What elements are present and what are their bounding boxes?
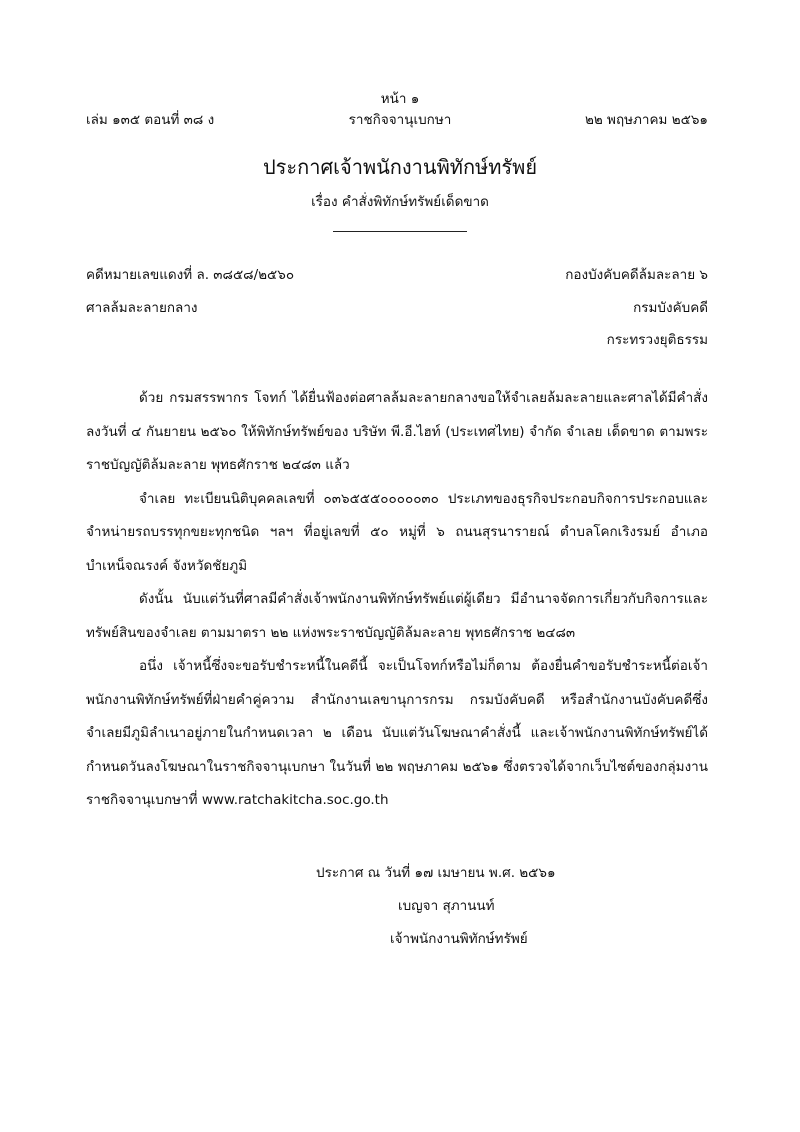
ministry-name: กระทรวงยุติธรรม (606, 332, 708, 348)
body-paragraph-defendant: จำเลย ทะเบียนนิติบุคคลเลขที่ ๐๓๖๕๕๕๐๐๐๐๐๓๐ ประเภทของธุรกิจประกอบกิจการประกอบและจำหน่ายรถบรรทุกขยะทุกชนิด ฯลฯ ที่อยู่เลขที่ ๕๐ หมู่ที่ ๖ ถนนสุรนารายณ์ ตำบลโคกเริงรมย์ อำเภอบำเหน็จณรงค์ จังหวัดชัยภูมิ (86, 490, 708, 574)
office-division: กองบังคับคดีล้มละลาย ๖ (565, 267, 708, 283)
title-divider (333, 231, 467, 232)
body-paragraph-creditors: อนึ่ง เจ้าหนี้ซึ่งจะขอรับชำระหนี้ในคดีนี้ จะเป็นโจทก์หรือไม่ก็ตาม ต้องยื่นคำขอรับชำระหนี้ต่อเจ้าพนักงานพิทักษ์ทรัพย์ที่ฝ่ายคำคู่ความ สำนักงานเลขานุการกรม กรมบังคับคดี หรือสำนักงานบังคับคดีซึ่งจำเลยมีภูมิลำเนาอยู่ภายในกำหนดเวลา ๒ เดือน นับแต่วันโฆษณาคำสั่งนี้ และเจ้าพนักงานพิทักษ์ทรัพย์ได้กำหนดวันลงโฆษณาในราชกิจจานุเบกษา ในวันที่ ๒๒ พฤษภาคม ๒๕๖๑ ซึ่งตรวจได้จากเว็บไซต์ของกลุ่มงานราชกิจจานุเบกษาที่ www.ratchakitcha.soc.go.th (86, 658, 708, 808)
announcement-title: ประกาศเจ้าพนักงานพิทักษ์ทรัพย์ (262, 155, 538, 179)
announcement-date: ประกาศ ณ วันที่ ๑๗ เมษายน พ.ศ. ๒๕๖๑ (316, 865, 556, 881)
body-paragraph-filing: ด้วย กรมสรรพากร โจทก์ ได้ยื่นฟ้องต่อศาลล้มละลายกลางขอให้จำเลยล้มละลายและศาลได้มีคำสั่งลงวันที่ ๔ กันยายน ๒๕๖๐ ให้พิทักษ์ทรัพย์ของ บริษัท พี.อี.ไฮท์ (ประเทศไทย) จำกัด จำเลย เด็ดขาด ตามพระราชบัญญัติล้มละลาย พุทธศักราช ๒๔๘๓ แล้ว (86, 390, 708, 473)
publication-date: ๒๒ พฤษภาคม ๒๕๖๑ (584, 112, 708, 128)
court-name: ศาลล้มละลายกลาง (86, 300, 198, 316)
announcement-subject: เรื่อง คำสั่งพิทักษ์ทรัพย์เด็ดขาด (311, 194, 489, 210)
publication-name: ราชกิจจานุเบกษา (348, 112, 452, 128)
signatory-position: เจ้าพนักงานพิทักษ์ทรัพย์ (390, 931, 528, 947)
volume-issue: เล่ม ๑๓๕ ตอนที่ ๓๘ ง (86, 112, 215, 128)
case-red-number: คดีหมายเลขแดงที่ ล. ๓๘๕๘/๒๕๖๐ (86, 267, 295, 283)
announcement-body (86, 382, 708, 818)
department-name: กรมบังคับคดี (633, 300, 708, 316)
page-number: หน้า ๑ (380, 91, 420, 107)
body-paragraph-authority: ดังนั้น นับแต่วันที่ศาลมีคำสั่งเจ้าพนักงานพิทักษ์ทรัพย์แต่ผู้เดียว มีอำนาจจัดการเกี่ยวกับกิจการและทรัพย์สินของจำเลย ตามมาตรา ๒๒ แห่งพระราชบัญญัติล้มละลาย พุทธศักราช ๒๔๘๓ (86, 591, 708, 641)
signatory-name: เบญจา สุภานนท์ (398, 898, 495, 914)
